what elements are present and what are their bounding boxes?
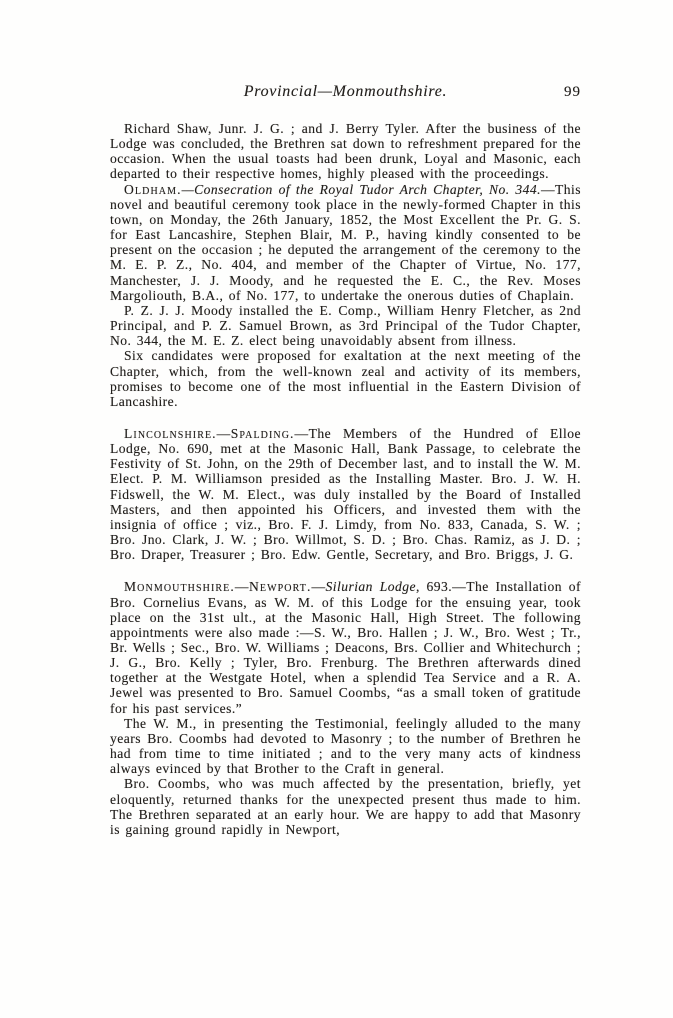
- place-name-smallcaps: Spalding.: [230, 425, 295, 441]
- text-run: Six candidates were proposed for exaltation at the next meeting of the Chapter, which, from the well-known zeal and activity of its members, promises to become one of the most influential in the Eastern Division of Lancashire.: [110, 348, 581, 409]
- para-lodge-continuation: [110, 121, 581, 182]
- place-name-smallcaps: Monmouthshire.: [124, 579, 235, 595]
- page-number: 99: [564, 84, 581, 100]
- text-run: Richard Shaw, Junr. J. G. ; and J. Berry Tyler. After the business of the Lodge was concluded, the Brethren sat down to refreshment prepared for the occasion. When the usual toasts had been drunk, Loyal and Masonic, each departed to their respective homes, highly pleased with the proceedings.: [110, 121, 581, 182]
- text-run: —This novel and beautiful ceremony took place in the newly-formed Chapter in this town, on Monday, the 26th January, 1852, the Most Excellent the Pr. G. S. for East Lancashire, Stephen Blair, M. P., having kindly consented to be present on the occasion ; he deputed the arrangement of the ceremony to the M. E. P. Z., No. 404, and member of the Chapter of Virtue, No. 177, Manchester, J. J. Moody, and he requested the E. C., the Rev. Moses Margoliouth, B.A., of No. 177, to undertake the onerous duties of Chaplain.: [110, 181, 581, 303]
- text-run: The W. M., in presenting the Testimonial, feelingly alluded to the many years Bro. Coombs had devoted to Masonry ; to the number of Brethren he had from time to time initiated ; and to the very many acts of kindness always evinced by that Brother to the Craft in general.: [110, 715, 581, 777]
- place-name-smallcaps: Oldham.: [124, 181, 182, 197]
- para-lincolnshire-spalding: [110, 426, 581, 562]
- page-body: [110, 121, 581, 837]
- para-moody-installation: [110, 303, 581, 348]
- text-run: Bro. Coombs, who was much affected by the presentation, briefly, yet eloquently, returned thanks for the unexpected present thus made to him. The Brethren separated at an early hour. We are happy to add that Masonry is gaining ground rapidly in Newport,: [110, 776, 581, 837]
- italic-title: Silurian Lodge: [325, 579, 416, 595]
- text-run: —The Members of the Hundred of Elloe Lodge, No. 690, met at the Masonic Hall, Bank Passage, to celebrate the Festivity of St. John, on the 29th of December last, and to install the W. M. Elect. P. M. Williamson presided as the Installing Master. Bro. J. W. H. Fidswell, the W. M. Elect., was duly installed by the Board of Installed Masters, and then appointed his Officers, and invested them with the insignia of office ; viz., Bro. F. J. Limdy, from No. 833, Canada, S. W. ; Bro. Jno. Clark, J. W. ; Bro. Willmot, S. D. ; Bro. Chas. Ramiz, as J. D. ; Bro. Draper, Treasurer ; Bro. Edw. Gentle, Secretary, and Bro. Briggs, J. G.: [110, 425, 581, 563]
- para-monmouthshire-newport: [110, 579, 581, 715]
- text-run: , 693.—The Installation of Bro. Cornelius Evans, as W. M. of this Lodge for the ensuing year, took place on the 31st ult., at the Masonic Hall, High Street. The following appointments were also made :—S. W., Bro. Hallen ; J. W., Bro. West ; Tr., Br. Wells ; Sec., Bro. W. Williams ; Deacons, Brs. Collier and Whitechurch ; J. G., Bro. Kelly ; Tyler, Bro. Frenburg. The Brethren afterwards dined together at the Westgate Hotel, when a splendid Tea Service and a R. A. Jewel was presented to Bro. Samuel Coombs, “as a small token of gratitude for his past services.”: [110, 579, 582, 716]
- para-oldham-consecration: [110, 182, 581, 303]
- running-title: Provincial—Monmouthshire.: [243, 83, 448, 100]
- text-run: —: [311, 579, 326, 595]
- para-coombs-thanks: [110, 776, 581, 837]
- italic-title: —Consecration of the Royal Tudor Arch Chapter, No. 344.: [181, 181, 541, 197]
- para-six-candidates: [110, 348, 581, 409]
- place-name-smallcaps: Lincolnshire.: [124, 425, 217, 441]
- text-run: —: [216, 425, 231, 441]
- text-run: —: [234, 579, 249, 595]
- para-wm-testimonial: [110, 716, 581, 777]
- page-header: [110, 83, 581, 101]
- text-run: P. Z. J. J. Moody installed the E. Comp., William Henry Fletcher, as 2nd Principal, and P. Z. Samuel Brown, as 3rd Principal of the Tudor Chapter, No. 344, the M. E. Z. elect being unavoidably absent from illness.: [110, 302, 581, 349]
- place-name-smallcaps: Newport.: [248, 579, 312, 595]
- page-content: [110, 83, 581, 837]
